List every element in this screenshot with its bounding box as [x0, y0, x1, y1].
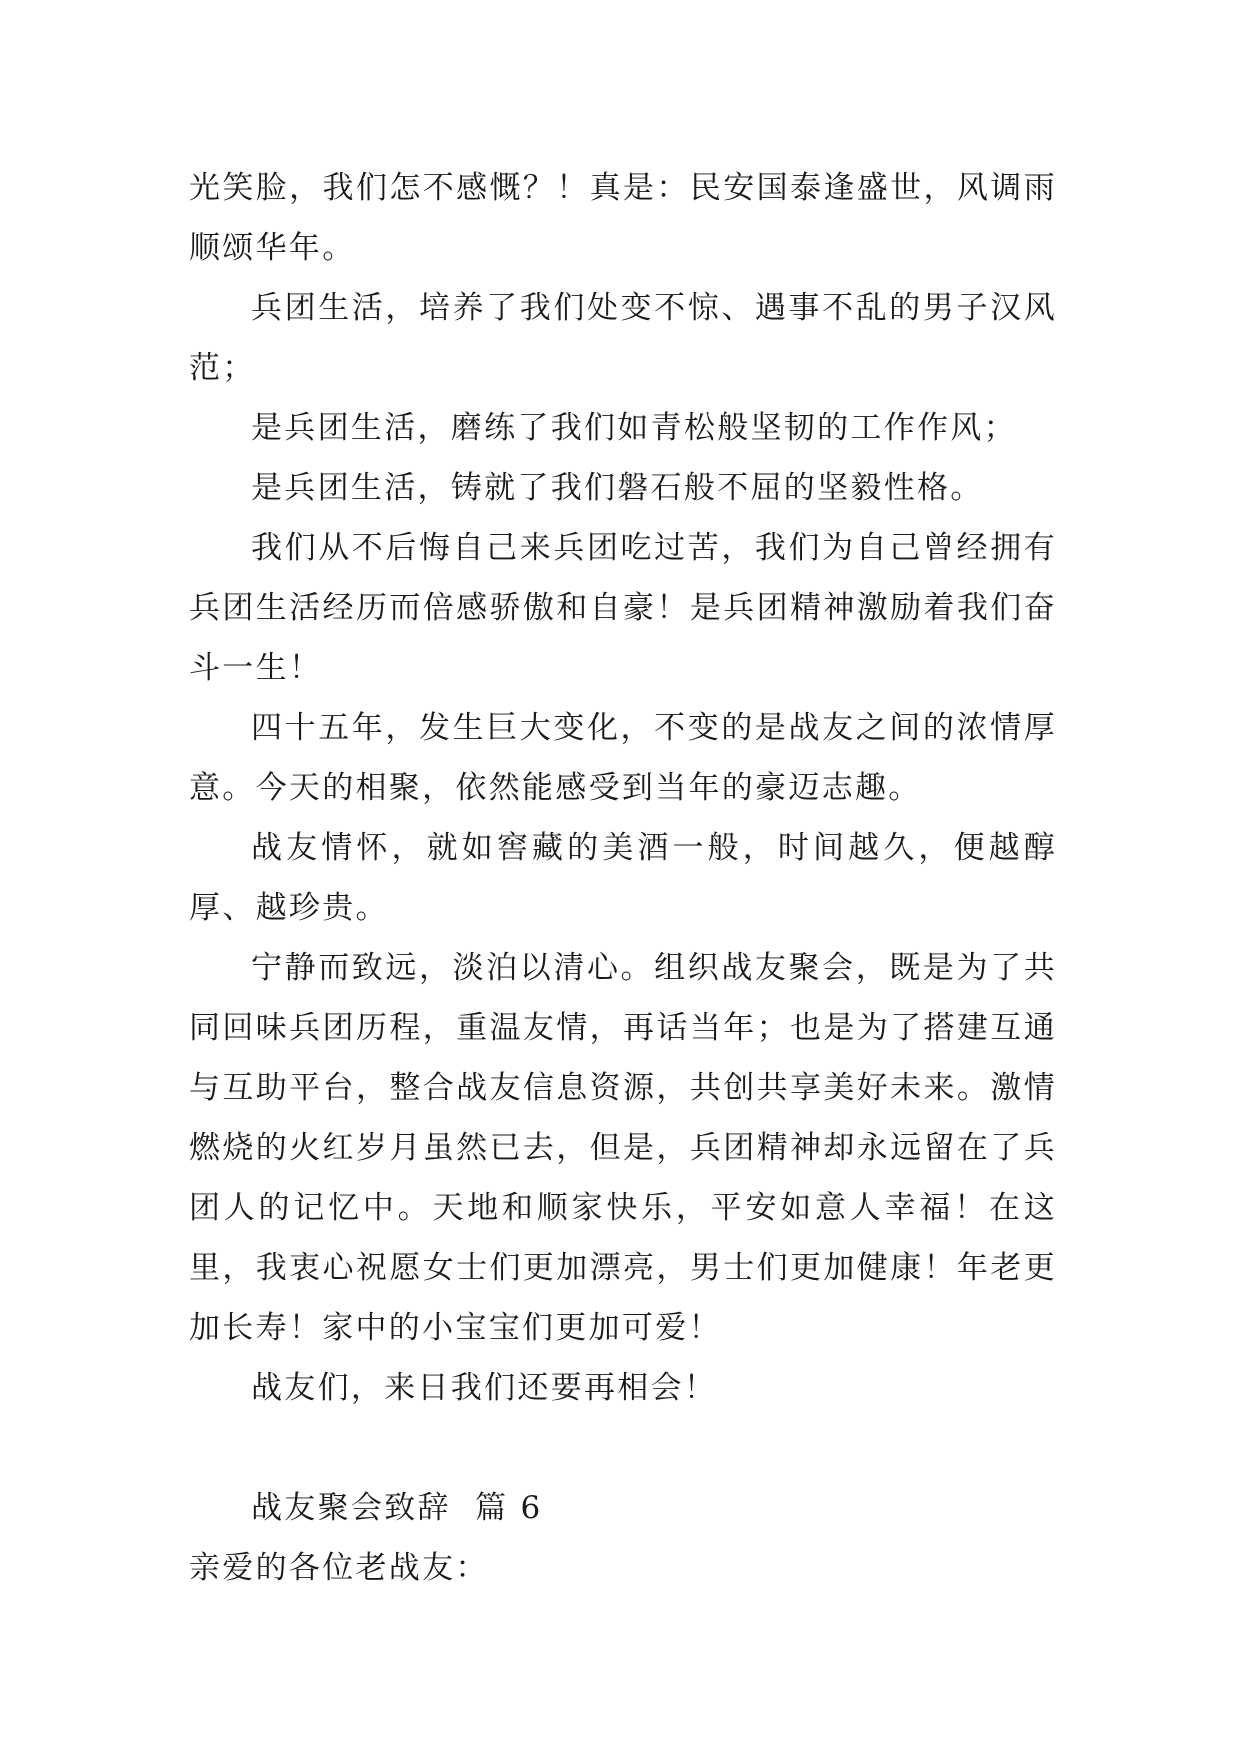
paragraph: 战友们，来日我们还要再相会！ — [251, 1370, 718, 1406]
paragraph: 我们从不后悔自己来兵团吃过苦，我们为自己曾经拥有兵团生活经历而倍感骄傲和自豪！是兵团精神激励着我们奋斗一生！ — [189, 530, 1057, 686]
salutation: 亲爱的各位老战友： — [189, 1550, 489, 1586]
paragraph: 宁静而致远，淡泊以清心。组织战友聚会，既是为了共同回味兵团历程，重温友情，再话当年；也是为了搭建互通与互助平台，整合战友信息资源，共创共享美好未来。激情燃烧的火红岁月虽然已去，但是，兵团精神却永远留在了兵团人的记忆中。天地和顺家快乐，平安如意人幸福！在这里，我衷心祝愿女士们更加漂亮，男士们更加健康！年老更加长寿！家中的小宝宝们更加可爱！ — [189, 950, 1057, 1346]
paragraph: 是兵团生活，磨练了我们如青松般坚韧的工作作风； — [251, 410, 1017, 446]
paragraph: 兵团生活，培养了我们处变不惊、遇事不乱的男子汉风范； — [189, 290, 1057, 386]
paragraph-spacer — [189, 1418, 1057, 1478]
paragraph: 战友情怀，就如窖藏的美酒一般，时间越久，便越醇厚、越珍贵。 — [189, 830, 1057, 926]
paragraph: 四十五年，发生巨大变化，不变的是战友之间的浓情厚意。今天的相聚，依然能感受到当年的豪迈志趣。 — [189, 710, 1057, 806]
paragraph: 是兵团生活，铸就了我们磐石般不屈的坚毅性格。 — [251, 470, 984, 506]
section-heading: 战友聚会致辞 篇 6 — [251, 1490, 543, 1526]
paragraph-continuation: 光笑脸，我们怎不感慨？！真是：民安国泰逢盛世，风调雨顺颂华年。 — [189, 170, 1057, 266]
document-body — [189, 158, 1057, 1598]
